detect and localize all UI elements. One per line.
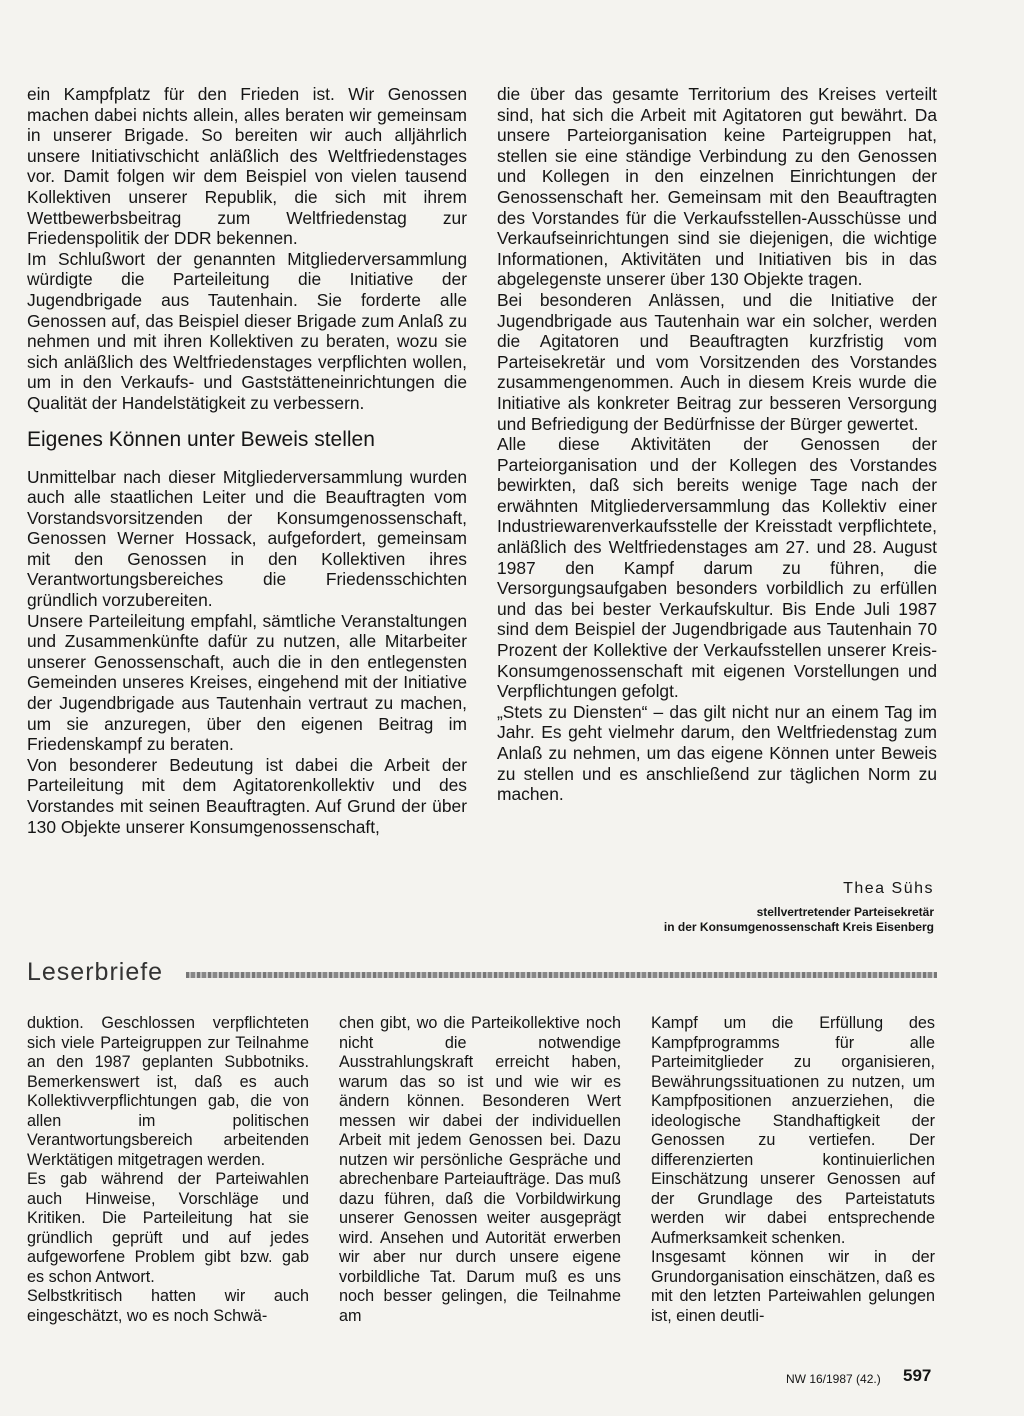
author-role bbox=[664, 905, 934, 935]
paragraph: ein Kampfplatz für den Frieden ist. Wir Genossen machen dabei nichts allein, alles beraten wir gemeinsam in unserer Brigade. So bereiten wir auch alljährlich unsere Initiativschicht anläßlich des Weltfriedenstages vor. Damit folgen wir dem Beispiel von vielen tausend Kollektiven unserer Republik, die sich mit ihrem Wettbewerbsbeitrag zum Weltfriedenstag zur Friedenspolitik der DDR bekennen. bbox=[27, 84, 467, 249]
page-number: 597 bbox=[903, 1366, 932, 1385]
paragraph: Im Schlußwort der genannten Mitgliederversammlung würdigte die Parteileitung die Initiative der Jugendbrigade aus Tautenhain. Sie forderte alle Genossen auf, das Beispiel dieser Brigade zum Anlaß zu nehmen und mit ihren Kollektiven zu beraten, wozu sie sich anläßlich des Weltfriedenstages verpflichten wollen, um in den Verkaufs- und Gaststätteneinrichtungen die Qualität der Handelstätigkeit zu verbessern. bbox=[27, 248, 467, 413]
paragraph: Bei besonderen Anlässen, und die Initiative der Jugendbrigade aus Tautenhain war ein solcher, werden die Agitatoren und Beauftragten kurzfristig vom Parteisekretär und vom Vorsitzenden des Vorstandes zusammengenommen. Auch in diesem Kreis wurde die Initiative als konkreter Beitrag zur besseren Versorgung und Befriedigung der Bedürfnisse der Bürger gewertet. bbox=[497, 289, 937, 434]
paragraph: Es gab während der Parteiwahlen auch Hinweise, Vorschläge und Kritiken. Die Parteileitung hat sie gründlich geprüft und auf jedes aufgeworfene Problem gibt bzw. gab es schon Antwort. bbox=[27, 1170, 309, 1286]
paragraph: Unmittelbar nach dieser Mitgliederversammlung wurden auch alle staatlichen Leiter und die Beauftragten vom Vorstandsvorsitzenden der Konsumgenossenschaft, Genossen Werner Hossack, aufgefordert, gemeinsam mit den Genossen in den Kollektiven ihres Verantwortungsbereiches die Friedensschichten gründlich vorzubereiten. bbox=[27, 466, 467, 611]
paragraph: Kampf um die Erfüllung des Kampfprogramms für alle Parteimitglieder zu organisieren, Bewährungssituationen zu nutzen, um Kampfpositionen anzuerziehen, die ideologische Standhaftigkeit der Genossen zu vertiefen. Der differenzierten kontinuierlichen Einschätzung unserer Genossen auf der Grundlage des Parteistatuts werden wir dabei entsprechende Aufmerksamkeit schenken. bbox=[651, 1014, 935, 1247]
author-name: Thea Sühs bbox=[843, 880, 934, 897]
section-heading: Eigenes Können unter Beweis stellen bbox=[27, 427, 375, 451]
paragraph: Unsere Parteileitung empfahl, sämtliche Veranstaltungen und Zusammenkünfte dafür zu nutzen, alle Mitarbeiter unserer Genossenschaft, auch die in den entlegensten Gemeinden unseres Kreises, eingehend mit der Initiative der Jugendbrigade aus Tautenhain vertraut zu machen, um sie anzuregen, über den eigenen Beitrag im Friedenskampf zu beraten. bbox=[27, 610, 467, 755]
letters-column-1 bbox=[27, 1014, 309, 1326]
author-role-line: in der Konsumgenossenschaft Kreis Eisenberg bbox=[663, 920, 934, 934]
section-divider bbox=[186, 972, 937, 978]
letters-column-2 bbox=[339, 1014, 621, 1326]
paragraph: „Stets zu Diensten“ – das gilt nicht nur an einem Tag im Jahr. Es geht vielmehr darum, den Weltfriedenstag zum Anlaß zu nehmen, um das eigene Können unter Beweis zu stellen und es anschließend zur täglichen Norm zu machen. bbox=[497, 701, 937, 805]
paragraph: chen gibt, wo die Parteikollektive noch nicht die notwendige Ausstrahlungskraft erreicht haben, warum das so ist und wie wir es ändern können. Besonderen Wert messen wir dabei der individuellen Arbeit mit jedem Genossen bei. Dazu nutzen wir persönliche Gespräche und abrechenbare Parteiaufträge. Das muß dazu führen, daß die Vorbildwirkung unserer Genossen weiter ausgeprägt wird. Ansehen und Autorität erwerben wir aber nur durch unsere eigene vorbildliche Tat. Darum muß es uns noch besser gelingen, die Teilnahme am bbox=[339, 1014, 621, 1325]
paragraph: Alle diese Aktivitäten der Genossen der Parteiorganisation und der Kollegen des Vorstandes bewirkten, daß sich bereits wenige Tage nach der erwähnten Mitgliederversammlung das Kollektiv einer Industriewarenverkaufsstelle der Kreisstadt verpflichtete, anläßlich des Weltfriedenstages am 27. und 28. August 1987 den Kampf darum zu führen, die Versorgungsaufgaben besonders vorbildlich zu erfüllen und das bei bester Verkaufskultur. Bis Ende Juli 1987 sind dem Beispiel der Jugendbrigade aus Tautenhain 70 Prozent der Kollektive der Verkaufsstellen unserer Kreis-Konsumgenossenschaft mit eigenen Vorstellungen und Verpflichtungen gefolgt. bbox=[497, 434, 937, 702]
article-column-left bbox=[27, 84, 467, 837]
paragraph: die über das gesamte Territorium des Kreises verteilt sind, hat sich die Arbeit mit Agitatoren gut bewährt. Da unsere Parteiorganisation keine Parteigruppen hat, stellen sie eine ständige Verbindung zu den Genossen und Kollegen in den einzelnen Einrichtungen der Genossenschaft her. Gemeinsam mit den Beauftragten des Vorstandes für die Verkaufsstellen-Ausschüsse und Verkaufseinrichtungen sind sie diejenigen, die wichtige Informationen, Aktivitäten und Initiativen bis in das abgelegenste unserer über 130 Objekte tragen. bbox=[497, 84, 937, 290]
author-role-line: stellvertretender Parteisekretär bbox=[756, 905, 934, 919]
paragraph: Von besonderer Bedeutung ist dabei die Arbeit der Parteileitung mit dem Agitatorenkollektiv und des Vorstandes mit seinen Beauftragten. Auf Grund der über 130 Objekte unserer Konsumgenossenschaft, bbox=[27, 754, 467, 837]
paragraph: duktion. Geschlossen verpflichteten sich viele Parteigruppen zur Teilnahme an den 1987 geplanten Subbotniks. Bemerkenswert ist, daß es auch Kollektivverpflichtungen gab, die von allen im politischen Verantwortungsbereich arbeitenden Werktätigen mitgetragen werden. bbox=[27, 1014, 309, 1169]
article-column-right bbox=[497, 84, 937, 805]
letters-column-3 bbox=[651, 1014, 935, 1326]
section-title-leserbriefe: Leserbriefe bbox=[27, 958, 164, 986]
paragraph: Insgesamt können wir in der Grundorganisation einschätzen, daß es mit den letzten Parteiwahlen gelungen ist, einen deutli- bbox=[651, 1248, 935, 1325]
issue-reference: NW 16/1987 (42.) bbox=[786, 1372, 881, 1386]
paragraph: Selbstkritisch hatten wir auch eingeschätzt, wo es noch Schwä- bbox=[27, 1287, 309, 1325]
